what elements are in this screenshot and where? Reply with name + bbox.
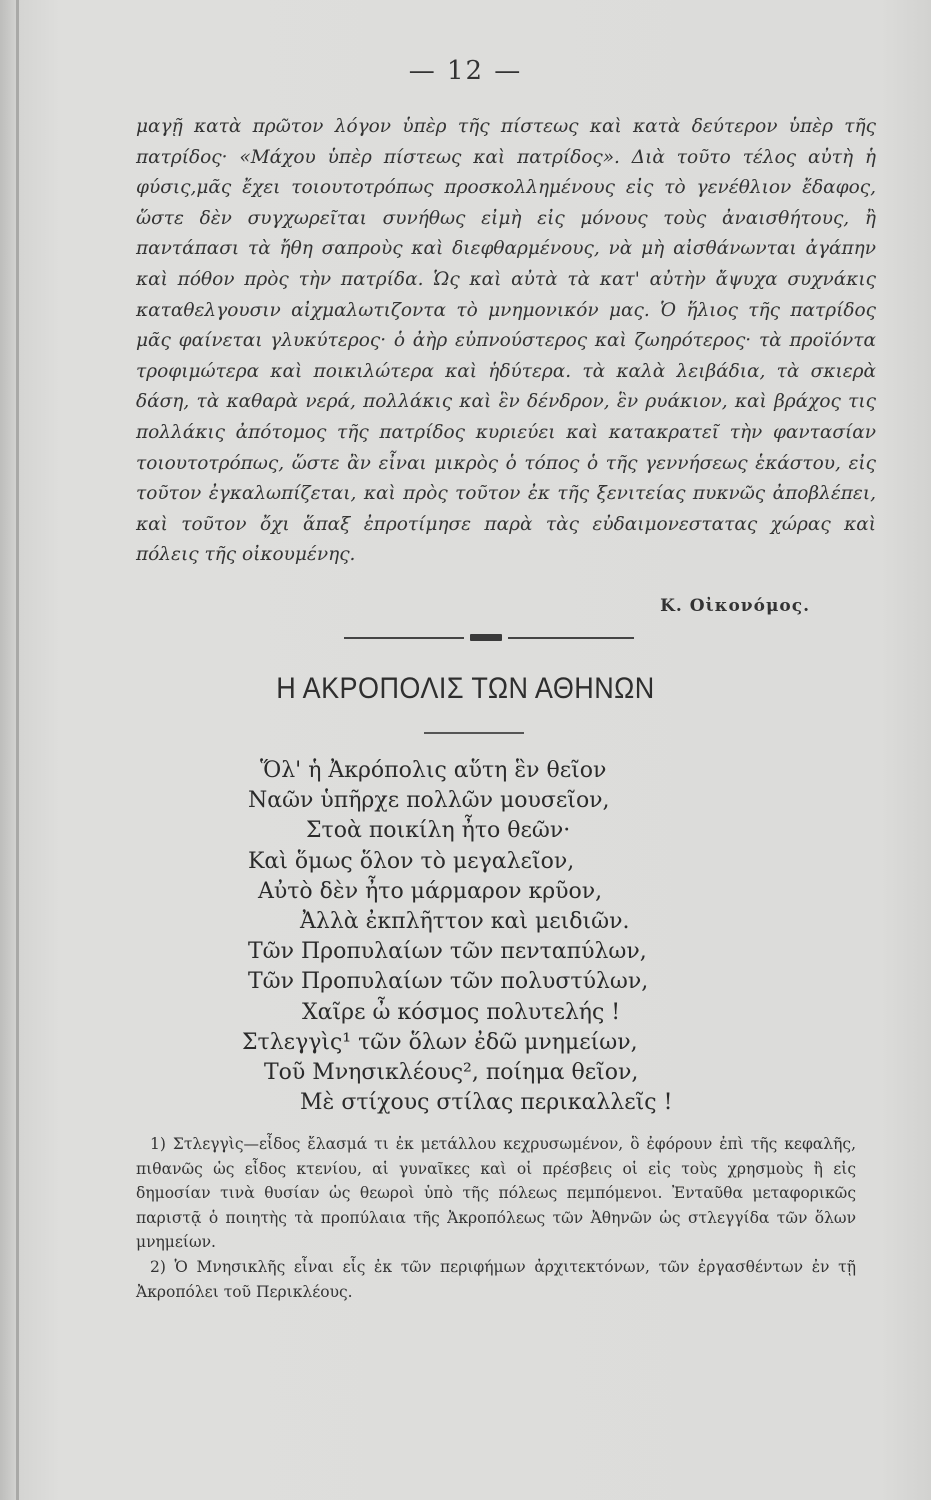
prose-passage xyxy=(136,112,876,571)
prose-paragraph: μαγῇ κατὰ πρῶτον λόγον ὑπὲρ τῆς πίστεως καὶ κατὰ δεύτερον ὑπὲρ τῆς πατρίδος· «Μάχου ὑπὲρ πίστεως καὶ πατρίδος». Διὰ τοῦτο τέλος αὐτὴ ἡ φύσις,μᾶς ἔχει τοιουτοτρόπως προσκολλημένους εἰς τὸ γενέθλιον ἔδαφος, ὥστε δὲν συγχωρεῖται συνήθως εἰμὴ εἰς μόνους τοὺς ἀναισθήτους, ἢ παντάπασι τὰ ἤθη σαπροὺς καὶ διεφθαρμένους, νὰ μὴ αἰσθάνωνται ἀγάπην καὶ πόθον πρὸς τὴν πατρίδα. Ὡς καὶ αὐτὰ τὰ κατ' αὐτὴν ἄψυχα συχνάκις καταθελγουσιν αἰχμαλωτιζοντα τὸ μνημονικόν μας. Ὁ ἥλιος τῆς πατρίδος μᾶς φαίνεται γλυκύτερος· ὁ ἀὴρ εὐπνούστερος καὶ ζωηρότερος· τὰ προϊόντα τροφιμώτερα καὶ ποικιλώτερα καὶ ἡδύτερα. τὰ καλὰ λειβάδια, τὰ σκιερὰ δάση, τὰ καθαρὰ νερά, πολλάκις καὶ ἓν δένδρον, ἓν ρυάκιον, καὶ βράχος τις πολλάκις ἀπότομος τῆς πατρίδος κυριεύει καὶ κατακρατεῖ τὴν φαντασίαν τοιουτοτρόπως, ὥστε ἂν εἶναι μικρὸς ὁ τόπος ὁ τῆς γεννήσεως ἑκάστου, εἰς τοῦτον ἐγκαλωπίζεται, καὶ πρὸς τοῦτον ἐκ τῆς ξενιτείας πυκνῶς ἀποβλέπει, καὶ τοῦτον ὄχι ἅπαξ ἐπροτίμησε παρὰ τὰς εὐδαιμονεστατας χώρας καὶ πόλεις τῆς οἰκουμένης. xyxy=(136,116,876,566)
poem-line: Αὐτὸ δὲν ἦτο μάρμαρον κρῦον, xyxy=(258,878,603,904)
poem-line: Στοὰ ποικίλη ἦτο θεῶν· xyxy=(306,818,571,844)
section-divider-right xyxy=(508,637,634,639)
poem-line: Καὶ ὅμως ὅλον τὸ μεγαλεῖον, xyxy=(248,848,575,874)
author-signature: Κ. Οἰκονόμος. xyxy=(660,596,810,616)
footnote-1: 1) Στλεγγὶς—εἶδος ἔλασμά τι ἐκ μετάλλου κεχρυσωμένον, ὃ ἐφόρουν ἐπὶ τῆς κεφαλῆς, πιθανῶς ὡς εἶδος κτενίου, αἱ γυναῖκες καὶ οἱ πρέσβεις οἱ εἰς τοὺς χρησμοὺς ἢ εἰς δημοσίαν τινὰ θυσίαν ὡς θεωροὶ ὑπὸ τῆς πόλεως πεμπόμενοι. Ἐνταῦθα μεταφορικῶς παριστᾷ ὁ ποιητὴς τὰ προπύλαια τῆς Ἀκροπόλεως τῶν Ἀθηνῶν ὡς στλεγγίδα τῶν ὅλων μνημείων. xyxy=(136,1135,856,1252)
footnote-2: 2) Ὁ Μνησικλῆς εἶναι εἷς ἐκ τῶν περιφήμων ἀρχιτεκτόνων, τῶν ἐργασθέντων ἐν τῇ Ἀκροπόλει τοῦ Περικλέους. xyxy=(136,1257,856,1301)
poem-stanza xyxy=(238,756,758,1118)
binding-fold-shadow xyxy=(16,0,19,1500)
section-divider-left xyxy=(344,637,464,639)
title-underline xyxy=(424,732,524,734)
poem-line: Τῶν Προπυλαίων τῶν πενταπύλων, xyxy=(248,939,647,965)
poem-line: Τοῦ Μνησικλέους², ποίημα θεῖον, xyxy=(264,1060,639,1086)
poem-line: Ὅλ' ἡ Ἀκρόπολις αὕτη ἓν θεῖον xyxy=(260,758,607,783)
section-divider-ornament xyxy=(470,634,502,641)
poem-title: Η ΑΚΡΟΠΟΛΙΣ ΤΩΝ ΑΘΗΝΩΝ xyxy=(276,672,655,705)
poem-line: Τῶν Προπυλαίων τῶν πολυστύλων, xyxy=(248,969,649,995)
footnotes xyxy=(136,1132,856,1304)
poem-line: Χαῖρε ὦ κόσμος πολυτελής ! xyxy=(302,999,621,1025)
poem-line: Μὲ στίχους στίλας περικαλλεῖς ! xyxy=(300,1090,673,1116)
page-number: — 12 — xyxy=(408,56,523,86)
poem-line: Στλεγγὶς¹ τῶν ὅλων ἐδῶ μνημείων, xyxy=(242,1029,638,1055)
poem-line: Ναῶν ὑπῆρχε πολλῶν μουσεῖον, xyxy=(248,788,610,814)
poem-line: Ἀλλὰ ἐκπλῆττον καὶ μειδιῶν. xyxy=(300,909,630,935)
